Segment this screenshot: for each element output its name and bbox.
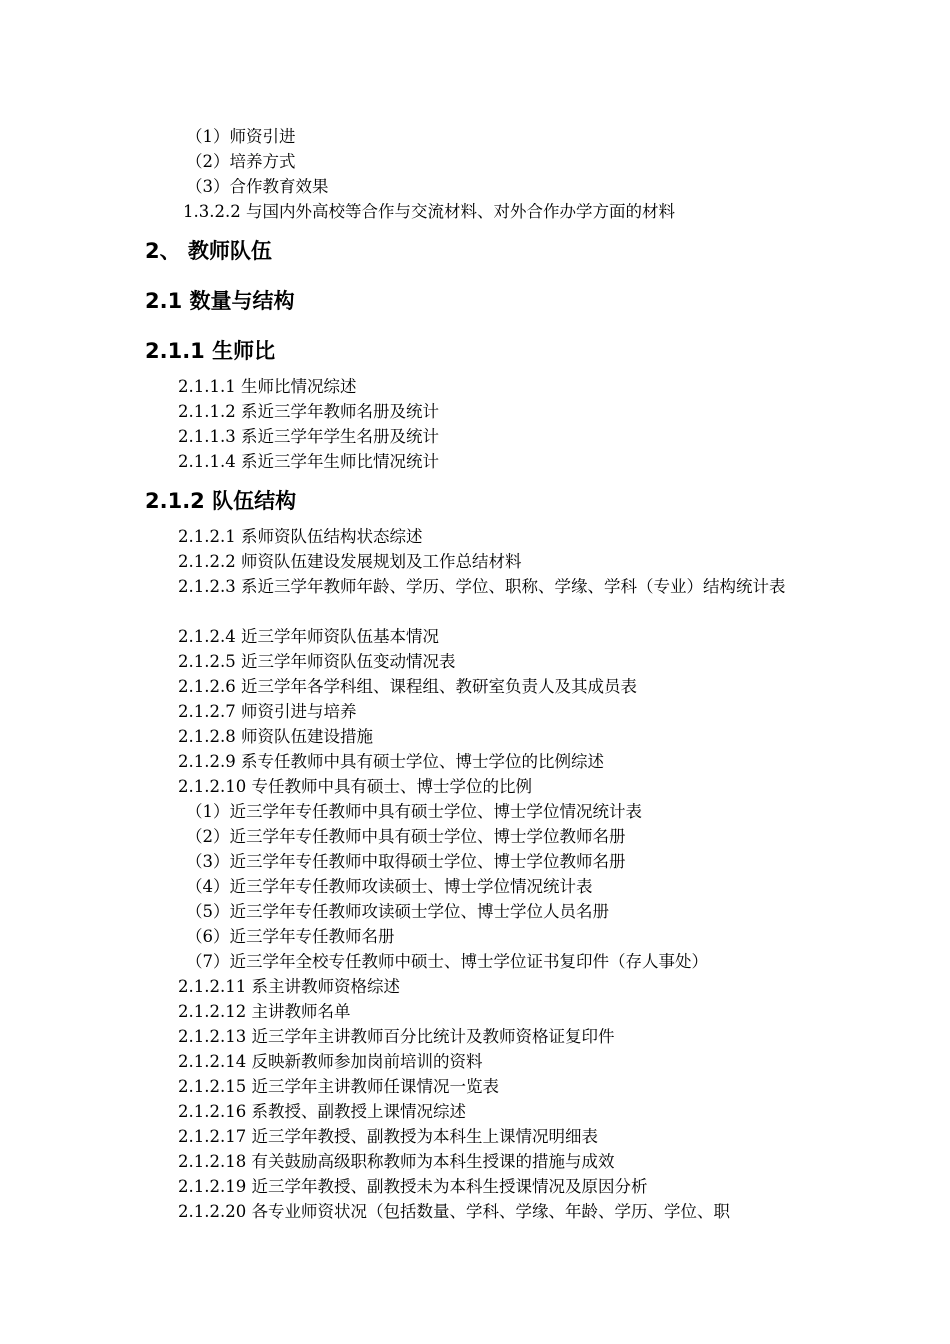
heading-teachers: 2、 教师队伍 — [145, 239, 272, 263]
sub-list-item: （4）近三学年专任教师攻读硕士、博士学位情况统计表 — [186, 877, 593, 896]
list-item: 2.1.2.19 近三学年教授、副教授未为本科生授课情况及原因分析 — [178, 1177, 648, 1196]
sub-list-item: （7）近三学年全校专任教师中硕士、博士学位证书复印件（存人事处） — [186, 952, 708, 971]
sub-list-item: （1）近三学年专任教师中具有硕士学位、博士学位情况统计表 — [186, 802, 642, 821]
list-item: 2.1.2.13 近三学年主讲教师百分比统计及教师资格证复印件 — [178, 1027, 615, 1046]
list-item: 2.1.2.17 近三学年教授、副教授为本科生上课情况明细表 — [178, 1127, 598, 1146]
heading-team-structure: 2.1.2 队伍结构 — [145, 489, 297, 513]
list-item: 2.1.2.6 近三学年各学科组、课程组、教研室负责人及其成员表 — [178, 677, 637, 696]
list-item-wrapped: 2.1.2.3 系近三学年教师年龄、学历、学位、职称、学缘、学科（专业）结构统计表 — [178, 577, 786, 596]
list-item: （3）合作教育效果 — [186, 177, 329, 196]
list-item: 2.1.2.9 系专任教师中具有硕士学位、博士学位的比例综述 — [178, 752, 604, 771]
list-item: 2.1.2.10 专任教师中具有硕士、博士学位的比例 — [178, 777, 532, 796]
list-item: 2.1.1.4 系近三学年生师比情况统计 — [178, 452, 439, 471]
list-item: 2.1.2.5 近三学年师资队伍变动情况表 — [178, 652, 456, 671]
heading-student-teacher-ratio: 2.1.1 生师比 — [145, 339, 276, 363]
list-item: 2.1.2.4 近三学年师资队伍基本情况 — [178, 627, 439, 646]
list-item: 2.1.2.20 各专业师资状况（包括数量、学科、学缘、年龄、学历、学位、职 — [178, 1202, 730, 1221]
list-item: 2.1.2.8 师资队伍建设措施 — [178, 727, 373, 746]
list-item: （1）师资引进 — [186, 127, 296, 146]
list-item: 2.1.2.7 师资引进与培养 — [178, 702, 357, 721]
list-item: 2.1.2.1 系师资队伍结构状态综述 — [178, 527, 423, 546]
list-item: 2.1.2.14 反映新教师参加岗前培训的资料 — [178, 1052, 483, 1071]
heading-quantity-structure: 2.1 数量与结构 — [145, 289, 295, 313]
list-item: 2.1.1.3 系近三学年学生名册及统计 — [178, 427, 439, 446]
list-item: 2.1.1.2 系近三学年教师名册及统计 — [178, 402, 439, 421]
sub-list-item: （6）近三学年专任教师名册 — [186, 927, 395, 946]
list-item: 2.1.2.15 近三学年主讲教师任课情况一览表 — [178, 1077, 499, 1096]
list-item: （2）培养方式 — [186, 152, 296, 171]
list-item: 2.1.1.1 生师比情况综述 — [178, 377, 357, 396]
list-item: 2.1.2.2 师资队伍建设发展规划及工作总结材料 — [178, 552, 522, 571]
list-item: 2.1.2.12 主讲教师名单 — [178, 1002, 351, 1021]
sub-list-item: （2）近三学年专任教师中具有硕士学位、博士学位教师名册 — [186, 827, 626, 846]
list-item: 2.1.2.16 系教授、副教授上课情况综述 — [178, 1102, 466, 1121]
list-item: 2.1.2.11 系主讲教师资格综述 — [178, 977, 400, 996]
list-item: 1.3.2.2 与国内外高校等合作与交流材料、对外合作办学方面的材料 — [183, 202, 675, 221]
list-item: 2.1.2.18 有关鼓励高级职称教师为本科生授课的措施与成效 — [178, 1152, 615, 1171]
sub-list-item: （3）近三学年专任教师中取得硕士学位、博士学位教师名册 — [186, 852, 626, 871]
sub-list-item: （5）近三学年专任教师攻读硕士学位、博士学位人员名册 — [186, 902, 609, 921]
